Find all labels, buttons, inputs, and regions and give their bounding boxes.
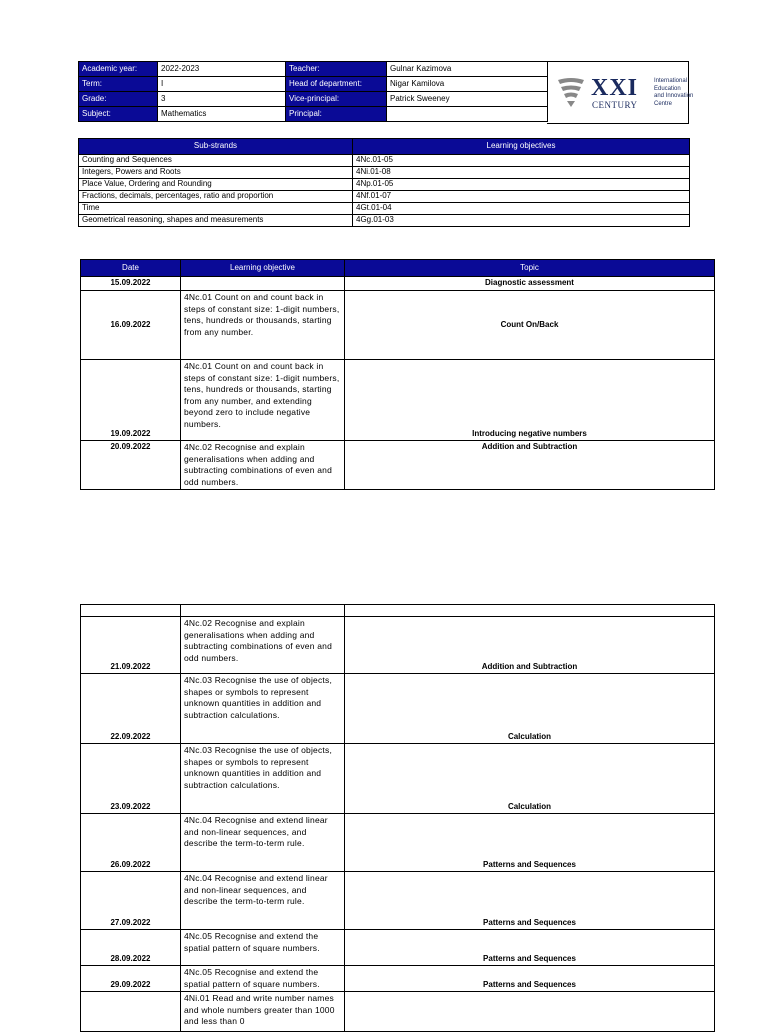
plan-row bbox=[81, 814, 715, 872]
plan-date bbox=[81, 605, 181, 617]
info-row bbox=[79, 92, 548, 107]
plan-table-continued bbox=[80, 604, 715, 1032]
term-value: I bbox=[158, 77, 286, 92]
plan-row bbox=[81, 966, 715, 992]
plan-date: 19.09.2022 bbox=[81, 360, 181, 441]
substrand-name: Integers, Powers and Roots bbox=[79, 167, 353, 179]
teacher-value: Gulnar Kazimova bbox=[387, 62, 548, 77]
plan-topic: Patterns and Sequences bbox=[345, 966, 715, 992]
plan-objective: 4Nc.03 Recognise the use of objects, shapes or symbols to represent unknown quantities in addition and subtraction calculations. bbox=[181, 744, 345, 814]
plan-topic: Count On/Back bbox=[345, 291, 715, 360]
plan-row bbox=[81, 674, 715, 744]
plan-date: 23.09.2022 bbox=[81, 744, 181, 814]
academic-year-value: 2022-2023 bbox=[158, 62, 286, 77]
plan-date: 29.09.2022 bbox=[81, 966, 181, 992]
plan-topic: Calculation bbox=[345, 674, 715, 744]
substrand-code: 4Gg.01-03 bbox=[353, 215, 690, 227]
substrand-code: 4Gt.01-04 bbox=[353, 203, 690, 215]
plan-row bbox=[81, 277, 715, 291]
plan-date bbox=[81, 992, 181, 1032]
substrand-name: Geometrical reasoning, shapes and measurements bbox=[79, 215, 353, 227]
substrand-row bbox=[79, 179, 690, 191]
plan-topic: Patterns and Sequences bbox=[345, 872, 715, 930]
substrand-row bbox=[79, 155, 690, 167]
substrand-name: Place Value, Ordering and Rounding bbox=[79, 179, 353, 191]
academic-year-label: Academic year: bbox=[79, 62, 158, 77]
plan-body bbox=[81, 277, 715, 490]
vp-value: Patrick Sweeney bbox=[387, 92, 548, 107]
plan-header-row bbox=[81, 260, 715, 277]
plan-row bbox=[81, 992, 715, 1032]
plan-objective bbox=[181, 277, 345, 291]
logo-line: Education bbox=[654, 85, 681, 92]
info-row bbox=[79, 62, 548, 77]
xxi-century-logo-mark bbox=[555, 76, 587, 108]
topic-header: Topic bbox=[345, 260, 715, 277]
hod-value: Nigar Kamilova bbox=[387, 77, 548, 92]
substrand-row bbox=[79, 215, 690, 227]
plan-objective: 4Nc.03 Recognise the use of objects, shapes or symbols to represent unknown quantities in addition and subtraction calculations. bbox=[181, 674, 345, 744]
logo-line: and Innovation bbox=[654, 93, 694, 99]
plan-objective: 4Ni.01 Read and write number names and whole numbers greater than 1000 and less than 0 bbox=[181, 992, 345, 1032]
teacher-label: Teacher: bbox=[286, 62, 387, 77]
substrands-header-row bbox=[79, 139, 690, 155]
plan-objective: 4Nc.01 Count on and count back in steps of constant size: 1-digit numbers, tens, hundreds or thousands, starting from any number, and extending beyond zero to include negative numbers. bbox=[181, 360, 345, 441]
plan-date: 26.09.2022 bbox=[81, 814, 181, 872]
substrand-row bbox=[79, 203, 690, 215]
plan-objective: 4Nc.01 Count on and count back in steps of constant size: 1-digit numbers, tens, hundreds or thousands, starting from any number. bbox=[181, 291, 345, 360]
plan-topic bbox=[345, 992, 715, 1032]
substrand-code: 4Np.01-05 bbox=[353, 179, 690, 191]
vp-label: Vice-principal: bbox=[286, 92, 387, 107]
plan-date: 15.09.2022 bbox=[81, 277, 181, 291]
substrand-code: 4Nf.01-07 bbox=[353, 191, 690, 203]
substrand-code: 4Ni.01-08 bbox=[353, 167, 690, 179]
plan-objective: 4Nc.05 Recognise and extend the spatial pattern of square numbers. bbox=[181, 930, 345, 966]
plan-objective: 4Nc.05 Recognise and extend the spatial pattern of square numbers. bbox=[181, 966, 345, 992]
objectives-header: Learning objectives bbox=[353, 139, 690, 155]
substrand-name: Time bbox=[79, 203, 353, 215]
substrands-header: Sub-strands bbox=[79, 139, 353, 155]
plan-date: 21.09.2022 bbox=[81, 617, 181, 674]
plan-body bbox=[81, 605, 715, 1032]
logo-line: Centre bbox=[654, 100, 673, 107]
substrand-name: Counting and Sequences bbox=[79, 155, 353, 167]
plan-objective: 4Nc.02 Recognise and explain generalisations when adding and subtracting combinations of even and odd numbers. bbox=[181, 617, 345, 674]
logo-sub-text: CENTURY bbox=[592, 100, 638, 110]
plan-row bbox=[81, 605, 715, 617]
plan-date: 16.09.2022 bbox=[81, 291, 181, 360]
plan-objective bbox=[181, 605, 345, 617]
logo-main-text: XXI bbox=[591, 75, 639, 101]
substrand-name: Fractions, decimals, percentages, ratio and proportion bbox=[79, 191, 353, 203]
plan-row bbox=[81, 441, 715, 490]
plan-topic: Patterns and Sequences bbox=[345, 814, 715, 872]
principal-label: Principal: bbox=[286, 107, 387, 122]
plan-topic: Diagnostic assessment bbox=[345, 277, 715, 291]
term-label: Term: bbox=[79, 77, 158, 92]
substrands-table bbox=[78, 138, 690, 227]
substrand-code: 4Nc.01-05 bbox=[353, 155, 690, 167]
plan-topic bbox=[345, 605, 715, 617]
plan-objective: 4Nc.04 Recognise and extend linear and non-linear sequences, and describe the term-to-term rule. bbox=[181, 872, 345, 930]
logo-institution-text bbox=[654, 78, 694, 108]
plan-row bbox=[81, 930, 715, 966]
plan-date: 28.09.2022 bbox=[81, 930, 181, 966]
plan-row bbox=[81, 617, 715, 674]
plan-topic: Patterns and Sequences bbox=[345, 930, 715, 966]
info-row bbox=[79, 107, 548, 122]
plan-row bbox=[81, 744, 715, 814]
principal-value bbox=[387, 107, 548, 122]
hod-label: Head of department: bbox=[286, 77, 387, 92]
grade-label: Grade: bbox=[79, 92, 158, 107]
subject-label: Subject: bbox=[79, 107, 158, 122]
plan-objective: 4Nc.04 Recognise and extend linear and non-linear sequences, and describe the term-to-term rule. bbox=[181, 814, 345, 872]
substrands-body bbox=[79, 155, 690, 227]
substrand-row bbox=[79, 167, 690, 179]
objective-header: Learning objective bbox=[181, 260, 345, 277]
plan-topic: Introducing negative numbers bbox=[345, 360, 715, 441]
plan-date: 27.09.2022 bbox=[81, 872, 181, 930]
plan-row bbox=[81, 872, 715, 930]
plan-date: 22.09.2022 bbox=[81, 674, 181, 744]
plan-date: 20.09.2022 bbox=[81, 441, 181, 490]
info-table bbox=[78, 61, 548, 122]
plan-objective: 4Nc.02 Recognise and explain generalisations when adding and subtracting combinations of even and odd numbers. bbox=[181, 441, 345, 490]
grade-value: 3 bbox=[158, 92, 286, 107]
plan-row bbox=[81, 291, 715, 360]
logo-line: International bbox=[654, 78, 688, 84]
info-row bbox=[79, 77, 548, 92]
plan-topic: Addition and Subtraction bbox=[345, 441, 715, 490]
date-header: Date bbox=[81, 260, 181, 277]
subject-value: Mathematics bbox=[158, 107, 286, 122]
substrand-row bbox=[79, 191, 690, 203]
plan-topic: Calculation bbox=[345, 744, 715, 814]
plan-topic: Addition and Subtraction bbox=[345, 617, 715, 674]
plan-row bbox=[81, 360, 715, 441]
logo bbox=[547, 61, 694, 124]
plan-table bbox=[80, 259, 715, 490]
